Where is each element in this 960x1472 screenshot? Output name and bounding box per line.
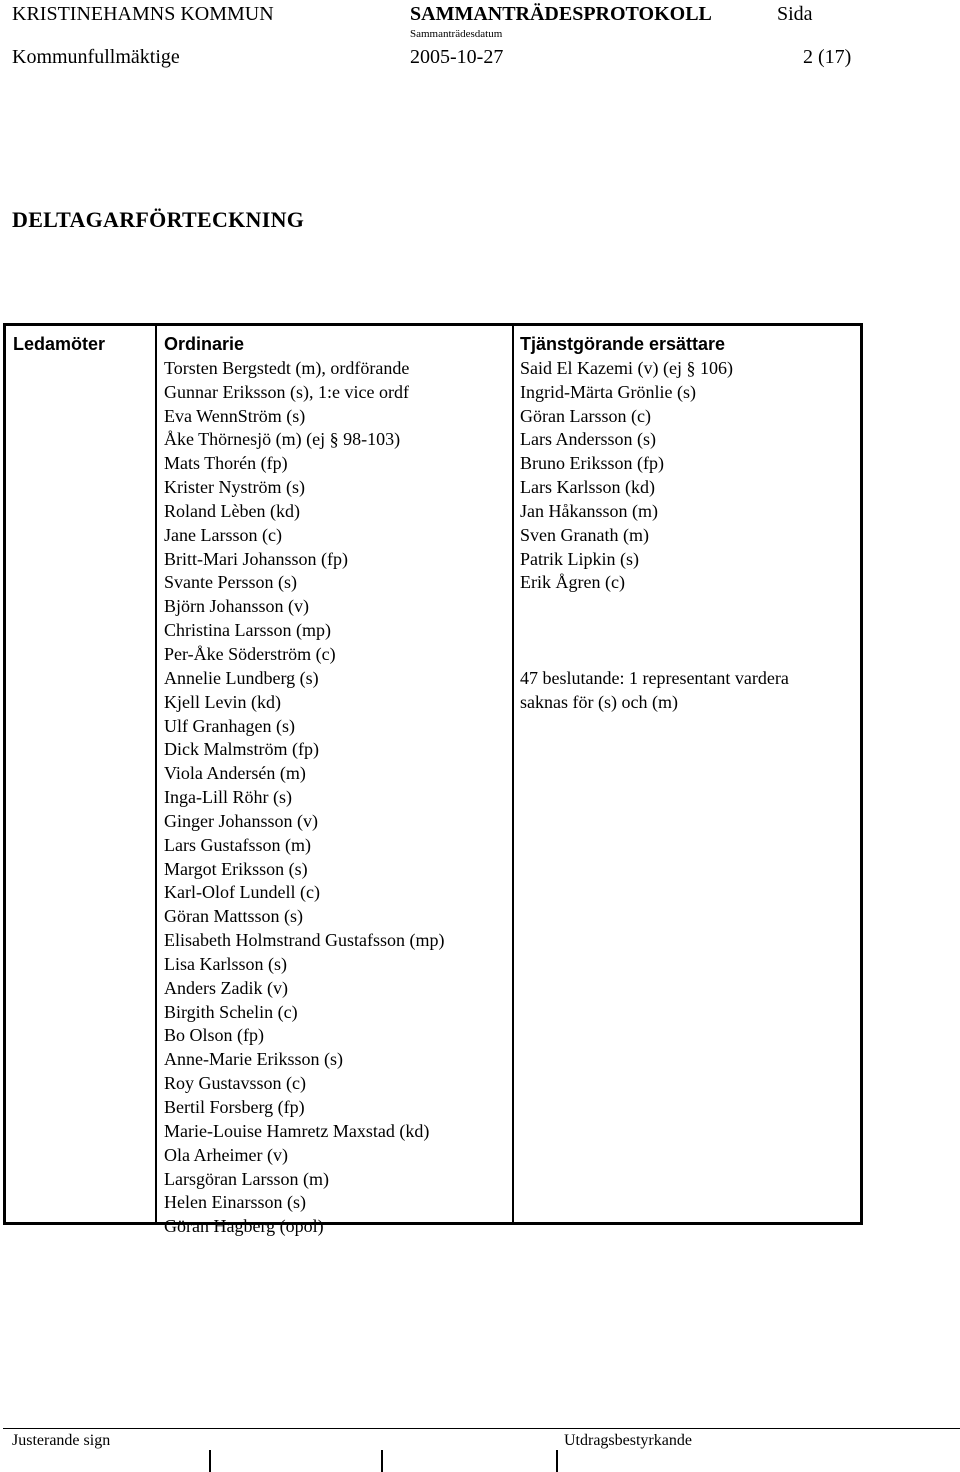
signature-box-divider xyxy=(556,1450,558,1472)
municipality-name: KRISTINEHAMNS KOMMUN xyxy=(12,3,274,25)
member-name: Annelie Lundberg (s) xyxy=(164,667,319,688)
member-name: Gunnar Eriksson (s), 1:e vice ordf xyxy=(164,381,409,402)
member-name: Ola Arheimer (v) xyxy=(164,1144,288,1165)
member-name: Inga-Lill Röhr (s) xyxy=(164,787,292,808)
member-name: Karl-Olof Lundell (c) xyxy=(164,882,320,903)
member-name: Bo Olson (fp) xyxy=(164,1025,264,1046)
column-divider-1 xyxy=(155,326,157,1222)
substitute-name: Said El Kazemi (v) (ej § 106) xyxy=(520,357,733,378)
page-label: Sida xyxy=(777,3,813,25)
member-name: Eva WennStröm (s) xyxy=(164,405,306,426)
meeting-date: 2005-10-27 xyxy=(410,46,504,68)
page-number: 2 (17) xyxy=(803,46,852,68)
column-divider-2 xyxy=(512,326,514,1222)
member-name: Birgith Schelin (c) xyxy=(164,1001,298,1022)
substitute-name: Göran Larsson (c) xyxy=(520,405,651,426)
member-name: Åke Thörnesjö (m) (ej § 98-103) xyxy=(164,429,401,450)
member-name: Bertil Forsberg (fp) xyxy=(164,1097,305,1117)
member-name: Svante Persson (s) xyxy=(164,572,297,593)
member-name: Ulf Granhagen (s) xyxy=(164,715,295,736)
member-name: Göran Hagberg (opol) xyxy=(164,1216,324,1237)
member-name: Britt-Mari Johansson (fp) xyxy=(164,548,348,569)
note-line: 47 beslutande: 1 representant vardera xyxy=(520,667,789,688)
signature-label: Justerande sign xyxy=(12,1432,111,1449)
member-name: Anders Zadik (v) xyxy=(164,977,288,998)
note-line: saknas för (s) och (m) xyxy=(520,691,678,712)
substitute-name: Ingrid-Märta Grönlie (s) xyxy=(520,381,696,402)
member-name: Per-Åke Söderström (c) xyxy=(164,643,336,664)
ordinary-heading: Ordinarie xyxy=(164,334,245,354)
substitute-name: Sven Granath (m) xyxy=(520,524,649,545)
document-type: SAMMANTRÄDESPROTOKOLL xyxy=(410,3,712,25)
substitute-name: Lars Andersson (s) xyxy=(520,429,656,450)
member-name: Mats Thorén (fp) xyxy=(164,453,288,474)
member-name: Göran Mattsson (s) xyxy=(164,906,303,927)
spacer xyxy=(520,595,789,667)
attendance-table xyxy=(3,323,863,1237)
row-label: Ledamöter xyxy=(13,334,106,354)
ordinary-members-column xyxy=(164,333,444,1239)
member-name: Björn Johansson (v) xyxy=(164,596,309,617)
member-name: Krister Nyström (s) xyxy=(164,477,305,498)
footer-rule xyxy=(3,1428,960,1429)
member-name: Viola Andersén (m) xyxy=(164,763,306,784)
council-name: Kommunfullmäktige xyxy=(12,46,180,68)
date-label: Sammanträdesdatum xyxy=(410,28,503,40)
member-name: Dick Malmström (fp) xyxy=(164,739,319,760)
member-name: Jane Larsson (c) xyxy=(164,524,282,545)
substitute-name: Lars Karlsson (kd) xyxy=(520,477,655,498)
member-name: Christina Larsson (mp) xyxy=(164,620,331,641)
member-name: Torsten Bergstedt (m), ordförande xyxy=(164,357,410,378)
substitute-name: Erik Ågren (c) xyxy=(520,572,625,593)
substitutes-heading: Tjänstgörande ersättare xyxy=(520,334,726,354)
signature-box-divider xyxy=(381,1450,383,1472)
member-name: Roy Gustavsson (c) xyxy=(164,1073,306,1094)
member-name: Margot Eriksson (s) xyxy=(164,858,308,879)
member-name: Elisabeth Holmstrand Gustafsson (mp) xyxy=(164,930,445,951)
substitute-name: Bruno Eriksson (fp) xyxy=(520,453,664,474)
ordinary-members-list xyxy=(164,357,444,1239)
member-name: Lars Gustafsson (m) xyxy=(164,834,311,855)
substitute-name: Jan Håkansson (m) xyxy=(520,500,658,521)
member-name: Kjell Levin (kd) xyxy=(164,691,281,712)
substitute-name: Patrik Lipkin (s) xyxy=(520,548,639,569)
member-name: Roland Lèben (kd) xyxy=(164,500,300,521)
substitutes-list xyxy=(520,357,789,595)
member-name: Helen Einarsson (s) xyxy=(164,1192,306,1213)
member-name: Anne-Marie Eriksson (s) xyxy=(164,1049,343,1070)
member-name: Marie-Louise Hamretz Maxstad (kd) xyxy=(164,1120,430,1141)
page-title: DELTAGARFÖRTECKNING xyxy=(12,207,305,232)
signature-box-divider xyxy=(209,1450,211,1472)
member-name: Ginger Johansson (v) xyxy=(164,810,318,831)
substitutes-column xyxy=(520,333,789,714)
extract-certification-label: Utdragsbestyrkande xyxy=(564,1432,692,1449)
member-name: Larsgöran Larsson (m) xyxy=(164,1168,329,1189)
member-name: Lisa Karlsson (s) xyxy=(164,953,287,974)
quorum-note xyxy=(520,667,789,715)
